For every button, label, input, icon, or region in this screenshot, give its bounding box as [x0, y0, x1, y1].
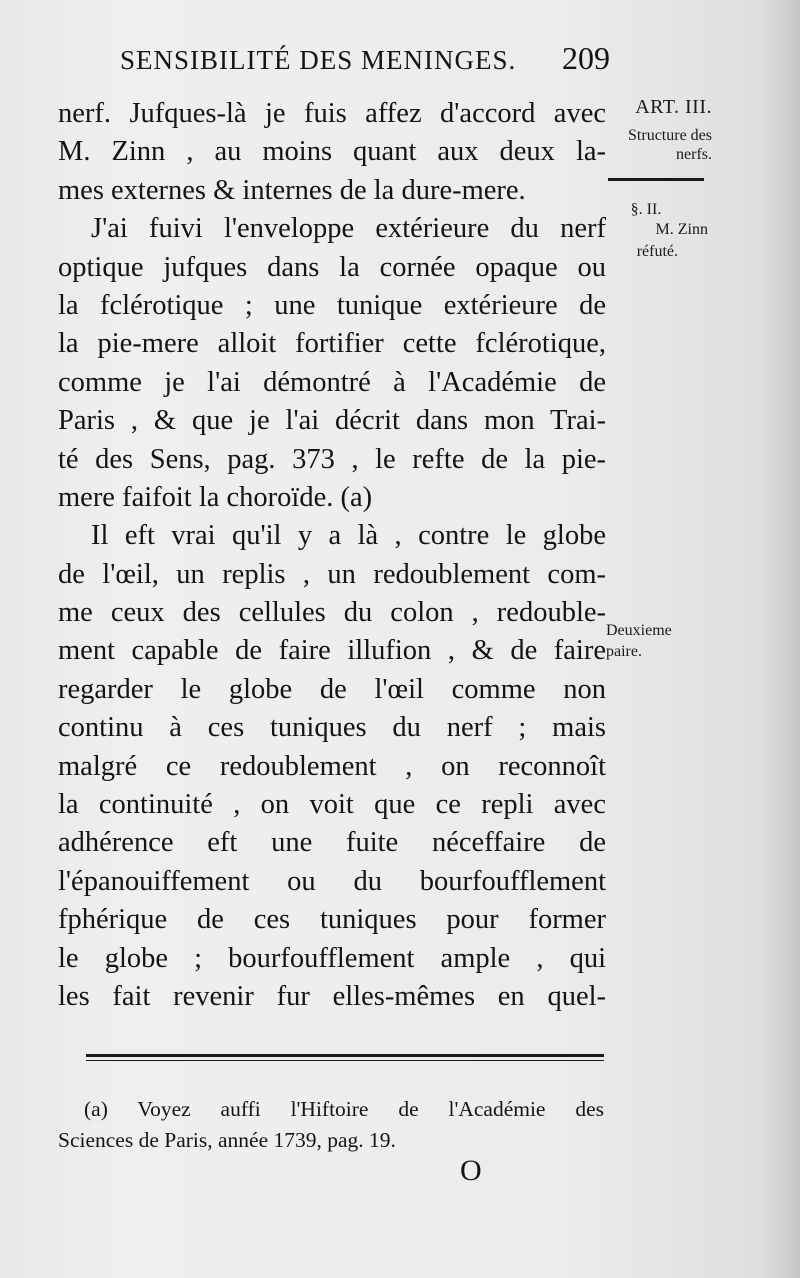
- footnote-rule: [86, 1054, 604, 1057]
- text-line: optique jufques dans la cornée opaque ou: [58, 251, 606, 283]
- text-line: nerf. Jufques-là je fuis affez d'accord avec: [58, 98, 606, 129]
- footnote-rule-thin: [86, 1060, 604, 1061]
- footnote-line: (a) Voyez auffi l'Hiftoire de l'Académie des: [84, 1097, 604, 1121]
- text-line: l'épanouiffement ou du bourfoufflement: [58, 865, 606, 897]
- text-line: malgré ce redoublement , on reconnoît: [58, 750, 606, 782]
- margin-note-structure: Structure des nerfs.: [628, 127, 712, 163]
- margin-divider: [608, 178, 704, 181]
- text-line: J'ai fuivi l'enveloppe extérieure du nerf: [91, 213, 606, 245]
- footnote-line: Sciences de Paris, année 1739, pag. 19.: [58, 1128, 396, 1152]
- running-head: [120, 40, 610, 77]
- text-line: M. Zinn , au moins quant aux deux la-: [58, 136, 606, 168]
- text-line: ment capable de faire illufion , & de faire: [58, 635, 606, 667]
- margin-note-paire: Deuxieme paire.: [606, 622, 672, 660]
- text-line: mere faifoit la choroïde. (a): [58, 481, 373, 513]
- signature-mark: O: [460, 1154, 482, 1187]
- text-line: me ceux des cellules du colon , redouble-: [58, 597, 606, 629]
- margin-note-zinn: M. Zinn: [655, 221, 708, 238]
- text-line: la pie-mere alloit fortifier cette fclérotique,: [58, 328, 606, 360]
- text-line: la fclérotique ; une tunique extérieure de: [58, 289, 606, 321]
- margin-note-article: ART. III.: [635, 96, 712, 118]
- text-line: regarder le globe de l'œil comme non: [58, 673, 606, 705]
- page-edge-shadow: [760, 0, 800, 1278]
- text-line: té des Sens, pag. 373 , le refte de la pie-: [58, 443, 606, 475]
- page-number: 209: [562, 40, 610, 76]
- text-line: Il eft vrai qu'il y a là , contre le globe: [91, 520, 606, 552]
- text-line: les fait revenir fur elles-mêmes en quel-: [58, 980, 606, 1012]
- text-line: fphérique de ces tuniques pour former: [58, 904, 606, 936]
- margin-note-refute: réfuté.: [636, 243, 678, 260]
- text-line: de l'œil, un replis , un redoublement com-: [58, 558, 606, 590]
- text-line: mes externes & internes de la dure-mere.: [58, 174, 526, 206]
- text-line: le globe ; bourfoufflement ample , qui: [58, 942, 606, 974]
- text-line: adhérence eft une fuite néceffaire de: [58, 827, 606, 859]
- body-text: [58, 95, 606, 1016]
- text-line: la continuité , on voit que ce repli avec: [58, 789, 606, 821]
- text-line: continu à ces tuniques du nerf ; mais: [58, 712, 606, 744]
- running-head-title: SENSIBILITÉ DES MENINGES.: [120, 45, 517, 75]
- footnote: [58, 1094, 604, 1156]
- text-line: comme je l'ai démontré à l'Académie de: [58, 366, 606, 398]
- margin-note-section: §. II.: [630, 201, 662, 218]
- text-line: Paris , & que je l'ai décrit dans mon Trai-: [58, 405, 606, 437]
